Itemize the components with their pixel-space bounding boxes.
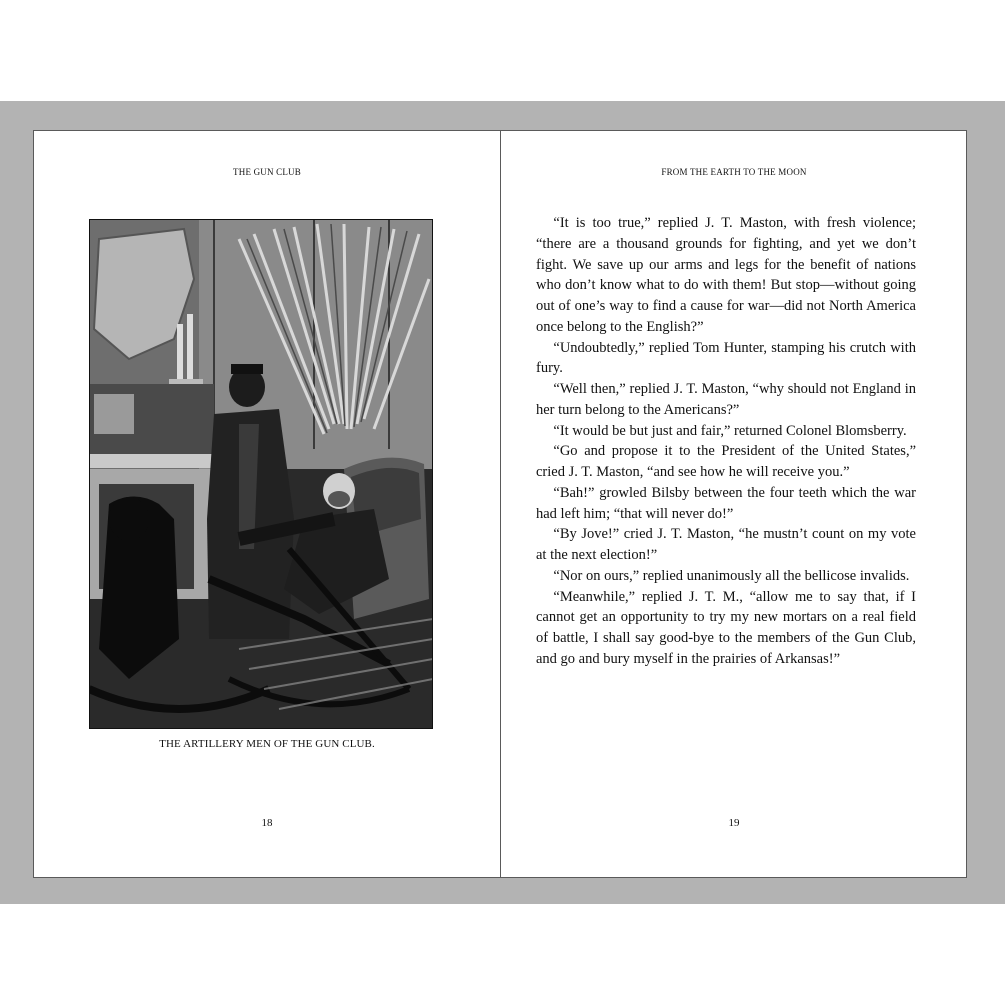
paragraph: “Meanwhile,” replied J. T. M., “allow me to say that, if I cannot get an opportunity to try my new mortars on a real field of battle, I shall say good-bye to the members of the Gun Club, and go and bury myself in the prairies of Arkansas!” [536, 588, 916, 667]
paragraph: “It would be but just and fair,” returned Colonel Blomsberry. [553, 422, 907, 439]
paragraph: “Bah!” growled Bilsby between the four teeth which the war had left him; “that will never do!” [536, 484, 916, 522]
paragraph: “Go and propose it to the President of the United States,” cried J. T. Maston, “and see how he will receive you.” [536, 443, 916, 480]
paragraph: “It is too true,” replied J. T. Maston, with fresh violence; “there are a thousand grounds for fighting, and yet we don’t fight. We save up our arms and legs for the benefit of nations who don’t know what to do with them! But stop—without going out of one’s way to find a cause for war—did not North America once belong to the English?” [536, 215, 916, 335]
paragraph: “Well then,” replied J. T. Maston, “why should not England in her turn belong to the Americans?” [536, 381, 916, 418]
engraving-illustration [89, 219, 433, 729]
running-head-right: FROM THE EARTH TO THE MOON [661, 167, 807, 177]
page-number-left: 18 [261, 817, 273, 829]
illustration-caption: THE ARTILLERY MEN OF THE GUN CLUB. [159, 738, 375, 750]
page-number-right: 19 [728, 817, 740, 829]
paragraph: “Undoubtedly,” replied Tom Hunter, stamping his crutch with fury. [536, 339, 916, 377]
paragraph: “Nor on ours,” replied unanimously all the bellicose invalids. [553, 567, 910, 584]
body-text [536, 213, 916, 670]
running-head-left: THE GUN CLUB [233, 167, 301, 177]
right-page [501, 131, 967, 877]
left-page [34, 131, 500, 877]
paragraph: “By Jove!” cried J. T. Maston, “he mustn’t count on my vote at the next election!” [536, 526, 916, 563]
book-spread [33, 130, 967, 878]
